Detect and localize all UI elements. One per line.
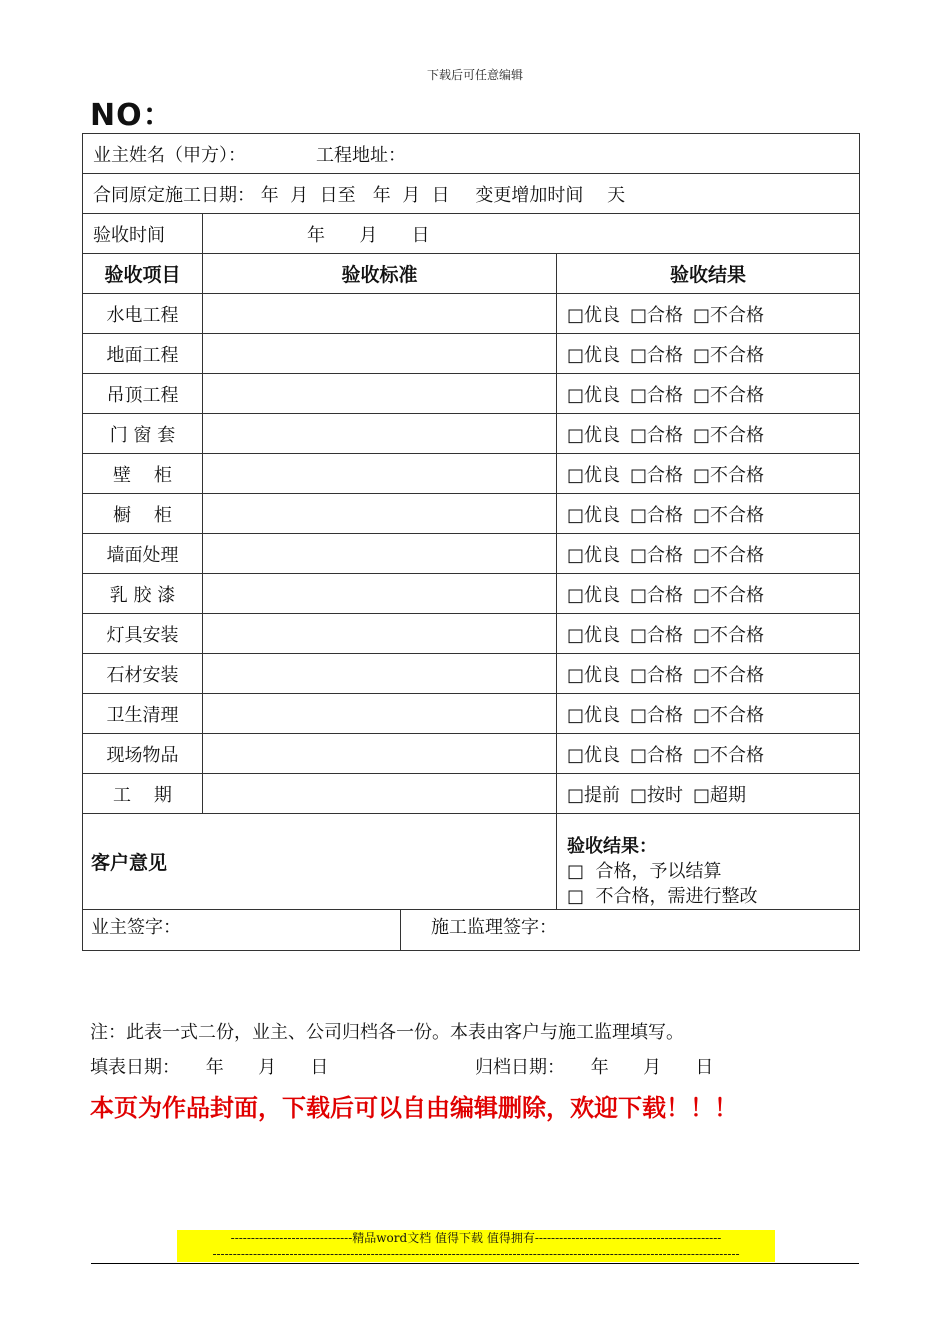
- option-pass-checkbox[interactable]: □合格: [630, 304, 684, 326]
- table-row: [83, 614, 860, 654]
- inspect-time-label: 验收时间: [83, 214, 203, 254]
- item-standard-cell[interactable]: [203, 334, 557, 374]
- item-standard-cell[interactable]: [203, 614, 557, 654]
- table-row: [83, 494, 860, 534]
- table-row: [83, 294, 860, 334]
- final-result-cell: [557, 814, 860, 910]
- customer-opinion-cell[interactable]: [83, 814, 557, 910]
- download-notice: 本页为作品封面，下载后可以自由编辑删除，欢迎下载！！！: [90, 1094, 738, 1122]
- item-result-options: [557, 494, 860, 534]
- archive-date-value: 年 月 日: [590, 1057, 714, 1078]
- form-number-label: NO：: [90, 98, 174, 133]
- item-name: 现场物品: [83, 734, 203, 774]
- option-early-checkbox[interactable]: □提前: [567, 784, 621, 806]
- item-result-options: [557, 614, 860, 654]
- item-standard-cell[interactable]: [203, 494, 557, 534]
- option-fail-checkbox[interactable]: □不合格: [693, 424, 765, 446]
- item-standard-cell[interactable]: [203, 734, 557, 774]
- archive-date-label: 归档日期：: [475, 1057, 565, 1078]
- option-excellent-checkbox[interactable]: □优良: [567, 504, 621, 526]
- item-result-options: [557, 574, 860, 614]
- contract-date-label: 合同原定施工日期：: [93, 184, 255, 206]
- option-pass-checkbox[interactable]: □合格: [630, 544, 684, 566]
- contract-date-value: 年 月 日至 年 月 日: [260, 184, 450, 206]
- owner-signature-label: 业主签字：: [91, 917, 181, 938]
- option-pass-checkbox[interactable]: □合格: [630, 464, 684, 486]
- table-row: [83, 654, 860, 694]
- table-row: [83, 534, 860, 574]
- option-excellent-checkbox[interactable]: □优良: [567, 424, 621, 446]
- option-excellent-checkbox[interactable]: □优良: [567, 544, 621, 566]
- supervisor-signature-field[interactable]: [401, 910, 859, 950]
- table-row: [83, 734, 860, 774]
- period-label: 工 期: [83, 774, 203, 814]
- supervisor-signature-label: 施工监理签字：: [431, 917, 557, 938]
- fill-date-label: 填表日期：: [90, 1057, 180, 1078]
- contract-cell[interactable]: [83, 174, 860, 214]
- inspection-form-table: [82, 133, 860, 951]
- item-name: 灯具安装: [83, 614, 203, 654]
- owner-row: [83, 134, 860, 174]
- option-fail-checkbox[interactable]: □不合格: [693, 504, 765, 526]
- option-fail-checkbox[interactable]: □不合格: [693, 624, 765, 646]
- signature-row: [83, 910, 860, 951]
- option-fail-checkbox[interactable]: □不合格: [693, 704, 765, 726]
- item-standard-cell[interactable]: [203, 374, 557, 414]
- table-row: [83, 334, 860, 374]
- option-pass-checkbox[interactable]: □合格: [630, 384, 684, 406]
- table-row: [83, 454, 860, 494]
- pass-checkbox[interactable]: □ 合格，予以结算: [567, 861, 722, 882]
- item-name: 石材安装: [83, 654, 203, 694]
- bottom-divider: [91, 1263, 859, 1264]
- fail-checkbox[interactable]: □ 不合格，需进行整改: [567, 886, 758, 907]
- footer-line-2: ----------------------------------------------------------------------------------------------------------------------------------: [212, 1247, 740, 1261]
- col-header-result: 验收结果: [557, 254, 860, 294]
- item-result-options: [557, 694, 860, 734]
- owner-signature-field[interactable]: [83, 910, 401, 950]
- item-name: 卫生清理: [83, 694, 203, 734]
- project-address-label: 工程地址：: [316, 144, 406, 166]
- option-fail-checkbox[interactable]: □不合格: [693, 544, 765, 566]
- change-time-unit: 天: [607, 184, 626, 206]
- item-standard-cell[interactable]: [203, 294, 557, 334]
- signature-cell: [83, 910, 860, 951]
- inspect-time-value[interactable]: 年 月 日: [203, 214, 860, 254]
- item-name: 吊顶工程: [83, 374, 203, 414]
- item-name: 墙面处理: [83, 534, 203, 574]
- table-row: [83, 574, 860, 614]
- item-standard-cell[interactable]: [203, 534, 557, 574]
- option-excellent-checkbox[interactable]: □优良: [567, 464, 621, 486]
- option-fail-checkbox[interactable]: □不合格: [693, 464, 765, 486]
- option-pass-checkbox[interactable]: □合格: [630, 624, 684, 646]
- owner-cell[interactable]: [83, 134, 860, 174]
- item-result-options: [557, 334, 860, 374]
- option-fail-checkbox[interactable]: □不合格: [693, 664, 765, 686]
- item-name: 乳 胶 漆: [83, 574, 203, 614]
- option-excellent-checkbox[interactable]: □优良: [567, 744, 621, 766]
- inspection-item-rows: [83, 294, 860, 774]
- item-result-options: [557, 374, 860, 414]
- option-pass-checkbox[interactable]: □合格: [630, 744, 684, 766]
- option-excellent-checkbox[interactable]: □优良: [567, 664, 621, 686]
- item-name: 壁 柜: [83, 454, 203, 494]
- item-standard-cell[interactable]: [203, 414, 557, 454]
- option-pass-checkbox[interactable]: □合格: [630, 504, 684, 526]
- item-name: 地面工程: [83, 334, 203, 374]
- option-excellent-checkbox[interactable]: □优良: [567, 584, 621, 606]
- item-standard-cell[interactable]: [203, 694, 557, 734]
- option-ontime-checkbox[interactable]: □按时: [630, 784, 684, 806]
- fill-date-value: 年 月 日: [205, 1057, 329, 1078]
- item-name: 门 窗 套: [83, 414, 203, 454]
- item-name: 橱 柜: [83, 494, 203, 534]
- option-fail-checkbox[interactable]: □不合格: [693, 384, 765, 406]
- option-fail-checkbox[interactable]: □不合格: [693, 584, 765, 606]
- item-result-options: [557, 734, 860, 774]
- owner-name-label: 业主姓名（甲方）：: [93, 144, 246, 166]
- item-result-options: [557, 414, 860, 454]
- option-pass-checkbox[interactable]: □合格: [630, 584, 684, 606]
- change-time-label: 变更增加时间: [475, 184, 584, 206]
- final-result-title: 验收结果：: [567, 836, 657, 857]
- footer-banner: [177, 1230, 775, 1262]
- contract-row: [83, 174, 860, 214]
- item-standard-cell[interactable]: [203, 454, 557, 494]
- opinion-row: [83, 814, 860, 910]
- period-standard-cell[interactable]: [203, 774, 557, 814]
- option-excellent-checkbox[interactable]: □优良: [567, 344, 621, 366]
- item-name: 水电工程: [83, 294, 203, 334]
- item-result-options: [557, 534, 860, 574]
- option-pass-checkbox[interactable]: □合格: [630, 344, 684, 366]
- option-excellent-checkbox[interactable]: □优良: [567, 304, 621, 326]
- option-pass-checkbox[interactable]: □合格: [630, 424, 684, 446]
- option-pass-checkbox[interactable]: □合格: [630, 704, 684, 726]
- option-fail-checkbox[interactable]: □不合格: [693, 744, 765, 766]
- option-excellent-checkbox[interactable]: □优良: [567, 624, 621, 646]
- option-fail-checkbox[interactable]: □不合格: [693, 344, 765, 366]
- col-header-standard: 验收标准: [203, 254, 557, 294]
- option-overdue-checkbox[interactable]: □超期: [693, 784, 747, 806]
- item-standard-cell[interactable]: [203, 574, 557, 614]
- option-fail-checkbox[interactable]: □不合格: [693, 304, 765, 326]
- table-row: [83, 374, 860, 414]
- option-excellent-checkbox[interactable]: □优良: [567, 704, 621, 726]
- remark-note: 注：此表一式二份，业主、公司归档各一份。本表由客户与施工监理填写。: [90, 1022, 684, 1043]
- date-note-line: [90, 1053, 714, 1079]
- period-row: [83, 774, 860, 814]
- item-result-options: [557, 654, 860, 694]
- item-result-options: [557, 454, 860, 494]
- customer-opinion-label: 客户意见: [91, 852, 168, 874]
- footer-line-1: ------------------------------精品word文档 值得下载 值得拥有----------------------------------------------: [230, 1231, 722, 1245]
- inspect-time-row: [83, 214, 860, 254]
- item-result-options: [557, 294, 860, 334]
- top-note: 下载后可任意编辑: [426, 68, 523, 82]
- option-excellent-checkbox[interactable]: □优良: [567, 384, 621, 406]
- col-header-item: 验收项目: [83, 254, 203, 294]
- item-standard-cell[interactable]: [203, 654, 557, 694]
- period-options: [557, 774, 860, 814]
- table-row: [83, 694, 860, 734]
- table-header-row: [83, 254, 860, 294]
- option-pass-checkbox[interactable]: □合格: [630, 664, 684, 686]
- table-row: [83, 414, 860, 454]
